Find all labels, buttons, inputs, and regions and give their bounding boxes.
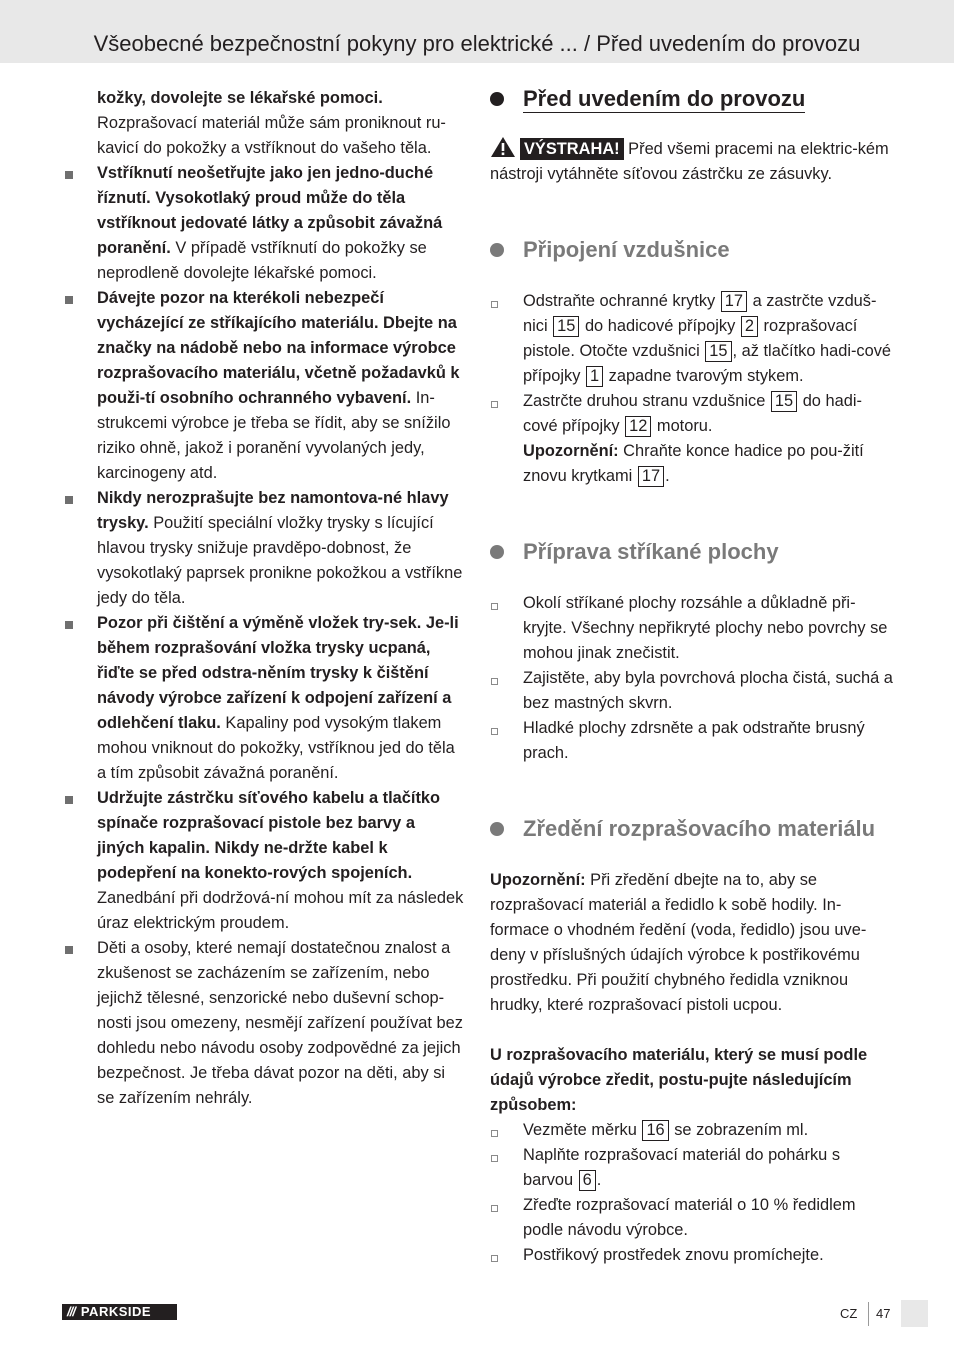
part-ref: 17 (638, 466, 664, 487)
intro-text: Rozprašovací materiál může sám proniknout ru-kavicí do pokožky a vstříknout do vašeho těla. (97, 114, 446, 157)
page-header-title: Všeobecné bezpečnostní pokyny pro elektrické ... / Před uvedením do provozu (93, 31, 861, 56)
list-item: Odstraňte ochranné krytky 17 a zastrčte vzduš-nici 15 do hadicové přípojky 2 rozprašovací pistole. Otočte vzdušnici 15 , až tlačítko hadi-cové přípojky 1 zapadne tvarovým stykem. (490, 289, 894, 389)
list-item: Hladké plochy zdrsněte a pak odstraňte brusný prach. (490, 716, 894, 766)
safety-item-bold: Pozor při čištění a výměně vložek try-sek. Je-li během rozprašování vložka trysky ucpaná, řiďte se před odstra-něním trysky k čištění návody výrobce zařízení k odpojení zařízení a odlehčení tlaku. (97, 614, 459, 732)
safety-item-text: Děti a osoby, které nemají dostatečnou znalost a zkušenost se zacházením se zařízením, nebo jejichž tělesné, senzorické nebo duševní schop-nosti jsou omezeny, nesmějí zařízení používat bez dohledu nebo návodu osoby zodpovědné za jejich bezpečnost. Je třeba dávat pozor na děti, aby si se zařízením nehrály. (97, 939, 463, 1107)
footer-divider (868, 1302, 869, 1326)
section-title: Zředění rozprašovacího materiálu (523, 816, 876, 841)
section-heading (490, 816, 894, 841)
checkbox-bullet-icon (491, 678, 498, 685)
list-item: Naplňte rozprašovací materiál do pohárku s barvou 6 . (490, 1143, 894, 1193)
section-bullet-icon (490, 92, 504, 106)
list-item: Vezměte měrku 16 se zobrazením ml. (490, 1118, 894, 1143)
part-ref: 2 (741, 316, 758, 337)
part-ref: 1 (586, 366, 603, 387)
warning-triangle-icon (490, 136, 516, 158)
safety-item-text: Kapaliny pod vysokým tlakem mohou vniknout do pokožky, vstříknou jed do těla a tím způsobit závažná poranění. (97, 714, 455, 782)
footer-tab-marker (901, 1300, 928, 1327)
checkbox-bullet-icon (491, 401, 498, 408)
safety-item (62, 786, 466, 936)
dilution-note: Upozornění: Při zředění dbejte na to, aby se rozprašovací materiál a ředidlo k sobě hodily. In-formace o vhodném ředění (voda, ředidlo) jsou uve-deny v příslušných údajích výrobce k postřikovému prostředku. Při použití chybného ředidla vzniknou hrudky, které rozprašovací pistoli ucpou. (490, 871, 867, 1014)
checkbox-bullet-icon (491, 728, 498, 735)
section-heading (490, 539, 894, 564)
checkbox-bullet-icon (491, 1155, 498, 1162)
right-column (490, 86, 894, 1268)
part-ref: 6 (579, 1170, 596, 1191)
safety-item (62, 161, 466, 286)
list-item: Okolí stříkané plochy rozsáhle a důkladně při-kryjte. Všechny nepřikryté plochy nebo povrchy se mohou jinak znečistit. (490, 591, 894, 666)
square-bullet-icon (65, 296, 73, 304)
square-bullet-icon (65, 796, 73, 804)
section-title: Připojení vzdušnice (523, 237, 730, 262)
intro-paragraph (62, 86, 466, 161)
note-label: Upozornění: (523, 442, 619, 460)
safety-item (62, 611, 466, 786)
part-ref: 15 (705, 341, 731, 362)
safety-item-bold: Nikdy nerozprašujte bez namontova-né hlavy trysky. (97, 489, 449, 532)
safety-item-bold: Vstříknutí neošetřujte jako jen jedno-duché říznutí. Vysokotlaký proud může do těla vstříknout jedovaté látky a způsobit závažná poranění. (97, 164, 443, 257)
warning-text: Před všemi pracemi na elektric-kém nástroji vytáhněte síťovou zástrčku ze zásuvky. (490, 140, 889, 183)
square-bullet-icon (65, 171, 73, 179)
square-bullet-icon (65, 621, 73, 629)
safety-item-text: Zanedbání při dodržová-ní mohou mít za následek úraz elektrickým proudem. (97, 889, 464, 932)
safety-item-bold: Udržujte zástrčku síťového kabelu a tlačítko spínače rozprašovací pistole bez barvy a jiných kapalin. Nikdy ne-držte kabel k podepření na konekto-rových spojeních. (97, 789, 441, 882)
checkbox-bullet-icon (491, 1255, 498, 1262)
checkbox-bullet-icon (491, 301, 498, 308)
list-item: Zajistěte, aby byla povrchová plocha čistá, suchá a bez mastných skvrn. (490, 666, 894, 716)
dilution-intro: U rozprašovacího materiálu, který se musí podle údajů výrobce zředit, postu-pujte následujícím způsobem: (490, 1046, 868, 1114)
safety-item-text: In-strukcemi výrobce je třeba se řídit, aby se snížilo riziko ohně, jakož i poranění vyvolaných jedy, karcinogeny atd. (97, 389, 451, 482)
part-ref: 16 (642, 1120, 668, 1141)
list-item: Zastrčte druhou stranu vzdušnice 15 do hadi-cové přípojky 12 motoru. Upozornění: Chraňte konce hadice po pou-žití znovu krytkami 17 . (490, 389, 894, 489)
section-heading (490, 86, 894, 111)
intro-bold: kožky, dovolejte se lékařské pomoci. (97, 89, 383, 107)
note-label: Upozornění: (490, 871, 586, 889)
part-ref: 17 (721, 291, 747, 312)
safety-item-text: V případě vstříknutí do pokožky se neprodleně dovolejte lékařské pomoci. (97, 239, 427, 282)
section-title: Příprava stříkané plochy (523, 539, 779, 564)
part-ref: 15 (771, 391, 797, 412)
safety-item-text: Použití speciální vložky trysky s lícující hlavou trysky snižuje pravděpo-dobnost, že vysokotlaký paprsek pronikne pokožkou a vstříkne jedy do těla. (97, 514, 463, 607)
square-bullet-icon (65, 496, 73, 504)
safety-item-bold: Dávejte pozor na kterékoli nebezpečí vycházející ze stříkajícího materiálu. Dbejte na značky na nádobě nebo na informace výrobce rozprašovacího materiálu, včetně požadavků k použi-tí osobního ochranného vybavení. (97, 289, 460, 407)
part-ref: 12 (625, 416, 651, 437)
section-bullet-icon (490, 545, 504, 559)
section-heading (490, 237, 894, 262)
section-bullet-icon (490, 243, 504, 257)
part-ref: 15 (553, 316, 579, 337)
language-code: CZ (840, 1306, 858, 1321)
list-item: Zřeďte rozprašovací materiál o 10 % ředidlem podle návodu výrobce. (490, 1193, 894, 1243)
left-column (62, 86, 466, 1111)
section-title: Před uvedením do provozu (523, 86, 806, 111)
safety-item (62, 936, 466, 1111)
parkside-logo: /// PARKSIDE (62, 1304, 177, 1320)
safety-item (62, 486, 466, 611)
checkbox-bullet-icon (491, 1130, 498, 1137)
checkbox-bullet-icon (491, 603, 498, 610)
safety-item (62, 286, 466, 486)
square-bullet-icon (65, 946, 73, 954)
list-item: Postřikový prostředek znovu promíchejte. (490, 1243, 894, 1268)
page-number: 47 (876, 1306, 891, 1321)
section-bullet-icon (490, 822, 504, 836)
warning-label: VÝSTRAHA! (520, 138, 624, 160)
checkbox-bullet-icon (491, 1205, 498, 1212)
warning-paragraph (490, 136, 894, 187)
